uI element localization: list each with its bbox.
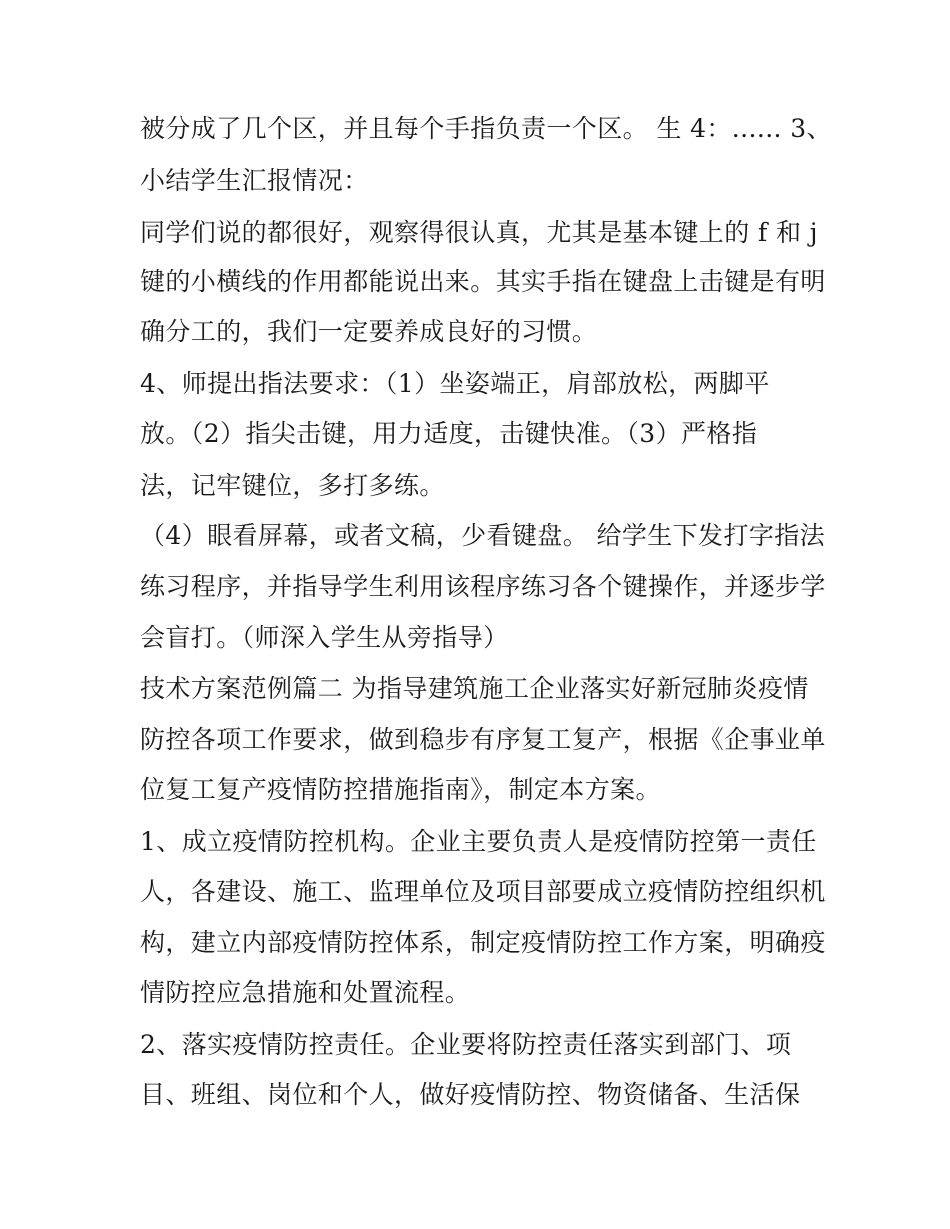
text-line: 确分工的，我们一定要养成良好的习惯。: [140, 317, 598, 346]
text-line: 位复工复产疫情防控措施指南》，制定本方案。: [140, 775, 661, 804]
text-line: 4、师提出指法要求：（1）坐姿端正，肩部放松，两脚平: [140, 369, 770, 398]
text-line: 目、班组、岗位和个人，做好疫情防控、物资储备、生活保: [140, 1080, 801, 1109]
text-line: 技术方案范例篇二 为指导建筑施工企业落实好新冠肺炎疫情: [140, 674, 809, 703]
text-line: 构，建立内部疫情防控体系，制定疫情防控工作方案，明确疫: [140, 928, 826, 957]
text-line: 人，各建设、施工、监理单位及项目部要成立疫情防控组织机: [140, 877, 826, 906]
text-line: 放。（2）指尖击键，用力适度，击键快准。（3）严格指: [140, 419, 758, 448]
text-line: 同学们说的都很好，观察得很认真，尤其是基本键上的 f 和 j: [140, 218, 818, 247]
text-line: 2、落实疫情防控责任。企业要将防控责任落实到部门、项: [140, 1030, 792, 1059]
text-line: 练习程序，并指导学生利用该程序练习各个键操作，并逐步学: [140, 572, 826, 601]
text-line: 情防控应急措施和处置流程。: [140, 978, 471, 1007]
text-line: 防控各项工作要求，做到稳步有序复工复产，根据《企事业单: [140, 725, 826, 754]
text-line: 会盲打。（师深入学生从旁指导）: [140, 623, 509, 652]
text-line: 键的小横线的作用都能说出来。其实手指在键盘上击键是有明: [140, 267, 826, 296]
text-line: 法，记牢键位，多打多练。: [140, 471, 445, 500]
text-line: 被分成了几个区，并且每个手指负责一个区。 生 4：...... 3、: [140, 114, 832, 143]
text-line: 1、成立疫情防控机构。企业主要负责人是疫情防控第一责任: [140, 827, 817, 856]
text-line: （4）眼看屏幕，或者文稿，少看键盘。 给学生下发打字指法: [140, 521, 826, 550]
text-line: 小结学生汇报情况：: [140, 166, 369, 195]
